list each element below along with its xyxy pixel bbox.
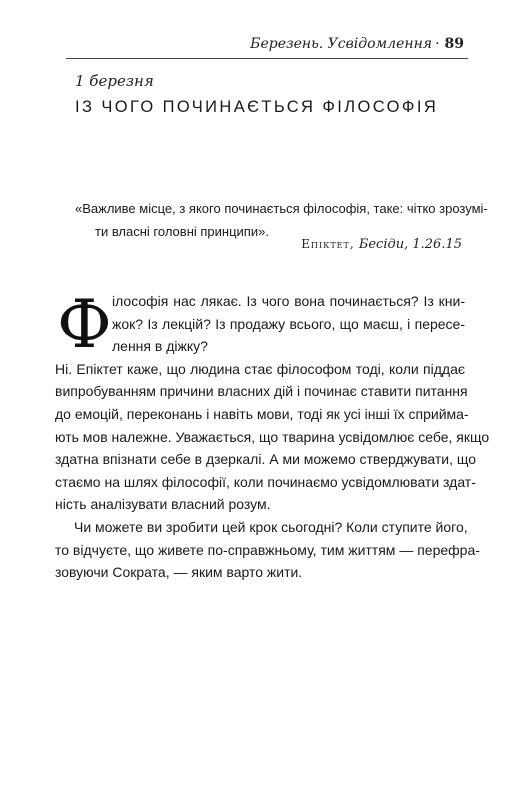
body-line: Чи можете ви зробити цей крок сьогодні? Коли ступите його,	[74, 518, 468, 535]
drop-cap: Ф	[57, 286, 112, 363]
body-line: ілософія нас лякає. Із чого вона починається? Із кни-	[112, 293, 465, 309]
body-line: стаємо на шлях філософії, коли починаємо усвідомлювати здат-	[55, 473, 476, 490]
body-line: до емоцій, переконань і навіть мови, тоді як усі інші їх сприйма-	[55, 405, 469, 422]
epigraph-author: Епіктет,	[301, 237, 355, 251]
epigraph-attribution	[301, 237, 462, 252]
body-line: ність аналізувати власний розум.	[55, 496, 271, 513]
epigraph-line: ти власні головні принципи».	[95, 224, 269, 239]
entry-date: 1 березня	[75, 72, 154, 90]
body-line: Ні. Епіктет каже, що людина стає філософом тоді, коли піддає	[55, 360, 465, 377]
epigraph-source: Бесіди, 1.26.15	[358, 237, 462, 252]
body-line: то відчуєте, що живете по-справжньому, тим життям — перефра-	[55, 541, 480, 558]
body-line: лення в діжку?	[112, 338, 208, 355]
body-text	[55, 286, 490, 584]
running-head-chapter: Березень. Усвідомлення	[250, 36, 433, 52]
page-number: 89	[444, 36, 464, 52]
body-line: ють мов належне. Уважається, що тварина усвідомлює себе, якщо	[55, 428, 490, 445]
header-rule	[66, 58, 468, 59]
body-line: здатна впізнати себе в дзеркалі. А ми можемо стверджувати, що	[55, 451, 477, 468]
body-line: жок? Із лекцій? Із продажу всього, що маєш, і пересе-	[112, 315, 465, 332]
epigraph-line: «Важливе місце, з якого починається філософія, таке: чітко зрозумі-	[75, 201, 488, 216]
running-head-separator: ·	[435, 36, 440, 52]
entry-title: ІЗ ЧОГО ПОЧИНАЄТЬСЯ ФІЛОСОФІЯ	[75, 98, 439, 116]
running-head	[250, 36, 464, 52]
body-line: випробуванням причини власних дій і починає ставити питання	[55, 383, 468, 400]
body-line: зовуючи Сократа, — яким варто жити.	[55, 564, 303, 581]
